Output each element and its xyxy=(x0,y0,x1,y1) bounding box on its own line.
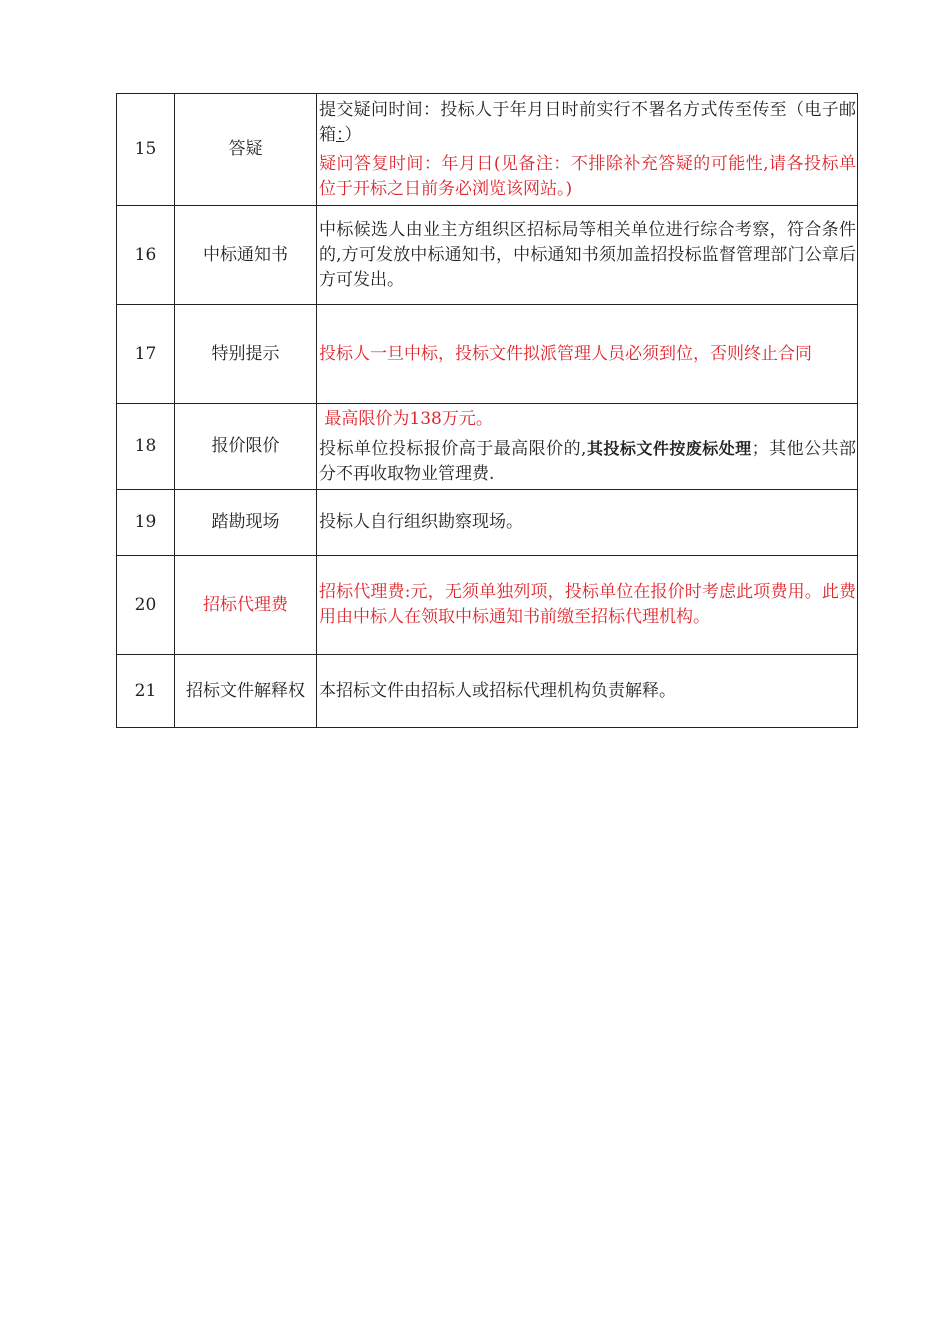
row-content: 投标人一旦中标，投标文件拟派管理人员必须到位，否则终止合同 xyxy=(317,305,858,404)
row-item: 报价限价 xyxy=(175,404,317,490)
row-number: 16 xyxy=(117,206,175,305)
row-item: 特别提示 xyxy=(175,305,317,404)
row-content: 本招标文件由招标人或招标代理机构负责解释。 xyxy=(317,655,858,728)
table-row xyxy=(117,556,858,655)
row-number: 18 xyxy=(117,404,175,490)
row-number: 17 xyxy=(117,305,175,404)
email-placeholder: ： xyxy=(336,124,345,145)
table-row xyxy=(117,94,858,206)
table-row xyxy=(117,305,858,404)
table-row xyxy=(117,206,858,305)
row-content: 投标人自行组织勘察现场。 xyxy=(317,490,858,556)
question-deadline-text: 提交疑问时间：投标人于年月日时前实行不署名方式传至传至（电子邮箱：） xyxy=(319,99,856,145)
row-content xyxy=(317,94,858,206)
row-number: 21 xyxy=(117,655,175,728)
tender-info-table xyxy=(116,93,858,728)
table-row xyxy=(117,655,858,728)
row-content: 中标候选人由业主方组织区招标局等相关单位进行综合考察，符合条件的,方可发放中标通知书，中标通知书须加盖招投标监督管理部门公章后方可发出。 xyxy=(317,206,858,305)
row-content: 招标代理费:元，无须单独列项，投标单位在报价时考虑此项费用。此费用由中标人在领取中标通知书前缴至招标代理机构。 xyxy=(317,556,858,655)
table-row xyxy=(117,490,858,556)
row-number: 15 xyxy=(117,94,175,206)
disqualification-text: 其投标文件按废标处理 xyxy=(586,438,752,458)
row-content xyxy=(317,404,858,490)
table-row xyxy=(117,404,858,490)
row-item: 招标代理费 xyxy=(175,556,317,655)
answer-time-text: 疑问答复时间：年月日(见备注：不排除补充答疑的可能性,请各投标单位于开标之日前务必浏览该网站。) xyxy=(319,153,856,199)
row-number: 19 xyxy=(117,490,175,556)
row-item: 踏勘现场 xyxy=(175,490,317,556)
max-price-text: 最高限价为138万元。 xyxy=(319,408,493,429)
row-item: 答疑 xyxy=(175,94,317,206)
row-number: 20 xyxy=(117,556,175,655)
row-item: 中标通知书 xyxy=(175,206,317,305)
row-item: 招标文件解释权 xyxy=(175,655,317,728)
price-rule-text: 投标单位投标报价高于最高限价的,其投标文件按废标处理；其他公共部分不再收取物业管理费. xyxy=(319,438,857,484)
